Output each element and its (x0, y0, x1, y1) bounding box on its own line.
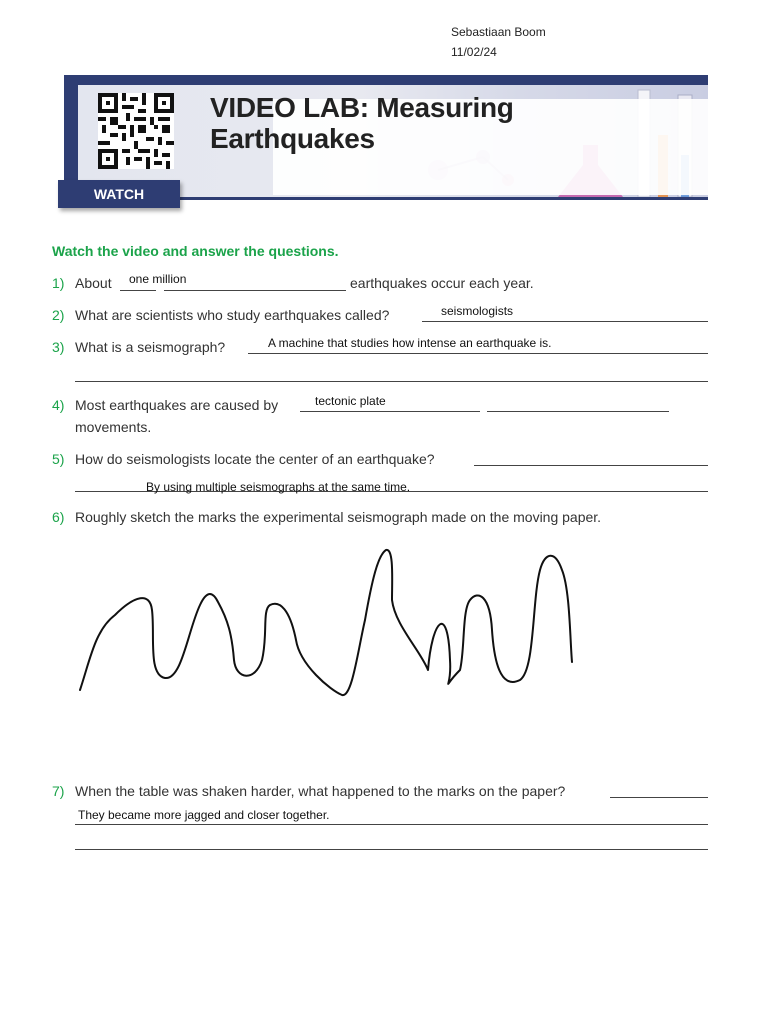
answer-3-line (248, 353, 708, 354)
student-name: Sebastiaan Boom (451, 25, 546, 39)
answer-4-line-a (300, 411, 480, 412)
answer-1-line-b (164, 290, 346, 291)
answer-7[interactable]: They became more jagged and closer together. (78, 808, 330, 822)
question-4-text-2: movements. (75, 419, 152, 435)
question-1-text-pre: About (75, 275, 112, 291)
title-line-1: VIDEO LAB: Measuring (210, 92, 514, 123)
answer-7-line-2 (75, 824, 708, 825)
answer-1[interactable]: one million (129, 272, 187, 286)
question-1-text-post: earthquakes occur each year. (350, 275, 534, 291)
answer-7-line-3 (75, 849, 708, 850)
answer-1-line-a (120, 290, 156, 291)
answer-2[interactable]: seismologists (441, 304, 514, 318)
date: 11/02/24 (451, 45, 497, 59)
question-7-text: When the table was shaken harder, what happened to the marks on the paper? (75, 783, 566, 799)
question-7-number: 7) (52, 783, 65, 799)
answer-4-line-b (487, 411, 669, 412)
qr-code-icon (98, 93, 174, 169)
answer-7-line (610, 797, 708, 798)
answer-5-line (474, 465, 708, 466)
answer-2-line (422, 321, 708, 322)
question-4-text: Most earthquakes are caused by (75, 397, 279, 413)
answer-3-line-2 (75, 381, 708, 382)
answer-4[interactable]: tectonic plate (315, 394, 386, 408)
question-5-text: How do seismologists locate the center of an earthquake? (75, 451, 435, 467)
watch-button[interactable]: WATCH (58, 180, 180, 208)
question-3-text: What is a seismograph? (75, 339, 226, 355)
question-2-text: What are scientists who study earthquakes called? (75, 307, 390, 323)
title-line-2: Earthquakes (210, 123, 375, 154)
question-2-number: 2) (52, 307, 65, 323)
answer-3[interactable]: A machine that studies how intense an earthquake is. (268, 336, 552, 350)
question-6-text: Roughly sketch the marks the experimental seismograph made on the moving paper. (75, 509, 602, 525)
answer-5[interactable]: By using multiple seismographs at the same time. (146, 480, 411, 494)
question-6-number: 6) (52, 509, 65, 525)
question-1-number: 1) (52, 275, 65, 291)
question-3-number: 3) (52, 339, 65, 355)
instructions: Watch the video and answer the questions. (52, 243, 339, 259)
question-5-number: 5) (52, 451, 65, 467)
seismograph-sketch[interactable] (0, 540, 768, 710)
page-title (210, 92, 514, 154)
question-4-number: 4) (52, 397, 65, 413)
